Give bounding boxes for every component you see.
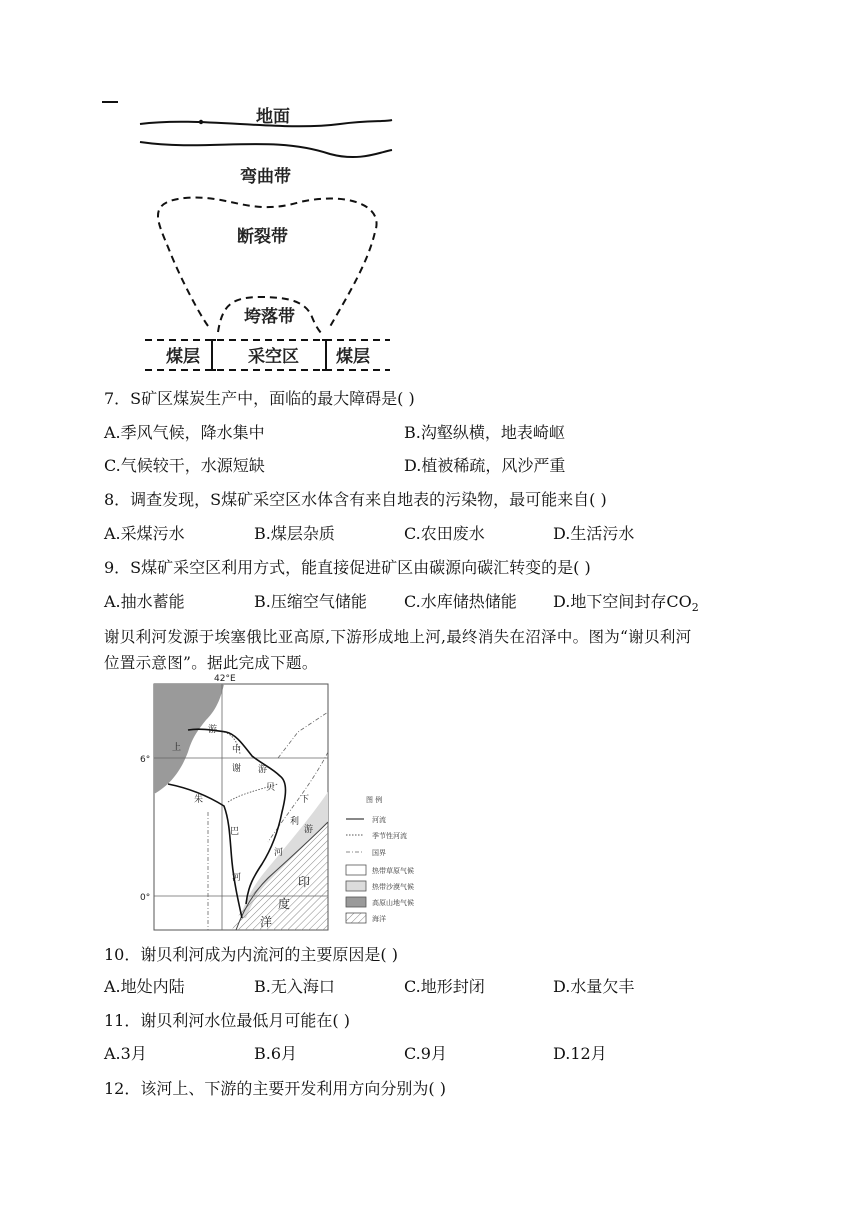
label-fracture: 断裂带: [237, 227, 288, 247]
legend-border: 国界: [372, 849, 386, 857]
q10-option-b[interactable]: B.无入海口: [254, 977, 335, 996]
label-coal-right: 煤层: [336, 347, 370, 367]
goaf-left-bracket: [212, 340, 216, 370]
q7-option-a[interactable]: A.季风气候，降水集中: [104, 423, 265, 442]
label-xia: 下: [300, 795, 310, 805]
lat-label-6: 6°: [140, 755, 151, 765]
q9-option-b[interactable]: B.压缩空气储能: [254, 592, 367, 611]
question-10: 10．谢贝利河成为内流河的主要原因是( ): [104, 945, 398, 964]
label-li: 利: [290, 817, 300, 827]
goaf-right-bracket: [322, 340, 326, 370]
label-collapse: 垮落带: [244, 307, 295, 327]
q10-option-a[interactable]: A.地处内陆: [104, 977, 185, 996]
label-zhu: 朱: [194, 795, 204, 805]
q8-option-d[interactable]: D.生活污水: [553, 524, 635, 543]
q7-option-c[interactable]: C.气候较干，水源短缺: [104, 456, 265, 475]
passage-line-2: 位置示意图”。据此完成下题。: [104, 654, 318, 672]
q9-option-c[interactable]: C.水库储热储能: [404, 592, 517, 611]
question-9: 9．S煤矿采空区利用方式，能直接促进矿区由碳源向碳汇转变的是( ): [104, 558, 591, 577]
label-he-juba: 河: [232, 873, 242, 883]
q10-option-c[interactable]: C.地形封闭: [404, 977, 485, 996]
bend-line: [140, 142, 392, 157]
legend-savanna: 热带草原气候: [372, 867, 414, 875]
label-ground: 地面: [256, 107, 290, 127]
label-you-lower: 游: [304, 825, 314, 835]
q9-option-d[interactable]: [553, 591, 699, 619]
label-ba: 巴: [230, 827, 240, 837]
lat-label-0: 0°: [140, 893, 151, 903]
label-he: 河: [274, 848, 284, 858]
label-bend: 弯曲带: [240, 167, 291, 187]
legend-seasonal: 季节性河流: [372, 832, 407, 840]
q8-option-c[interactable]: C.农田废水: [404, 524, 485, 543]
passage: [104, 624, 764, 676]
legend-plateau: 高原山地气候: [372, 899, 414, 907]
q11-option-d[interactable]: D.12月: [553, 1044, 607, 1063]
label-yang: 洋: [260, 915, 273, 929]
q9-option-d-text: D.地下空间封存CO: [553, 592, 692, 611]
label-yin: 印: [298, 875, 311, 889]
question-8: 8．调查发现，S煤矿采空区水体含有来自地表的污染物，最可能来自( ): [104, 490, 607, 509]
question-7: 7．S矿区煤炭生产中，面临的最大障碍是( ): [104, 389, 415, 408]
label-you-upper: 游: [208, 725, 218, 735]
legend-title: 图 例: [366, 796, 383, 804]
question-12: 12．该河上、下游的主要开发利用方向分别为( ): [104, 1079, 446, 1098]
q11-option-c[interactable]: C.9月: [404, 1044, 447, 1063]
subsidence-zone-diagram: [100, 92, 400, 377]
q8-option-a[interactable]: A.采煤污水: [104, 524, 185, 543]
label-xie: 谢: [232, 764, 242, 774]
label-bei: 贝: [266, 783, 276, 793]
q11-option-b[interactable]: B.6月: [254, 1044, 298, 1063]
q7-option-b[interactable]: B.沟壑纵横，地表崎岖: [404, 423, 565, 442]
question-11: 11．谢贝利河水位最低月可能在( ): [104, 1011, 350, 1030]
subscript-2: 2: [691, 601, 699, 615]
legend-savanna-swatch: [346, 865, 366, 875]
label-coal-left: 煤层: [166, 347, 200, 367]
passage-line-1: 谢贝利河发源于埃塞俄比亚高原,下游形成地上河,最终消失在沼泽中。图为“谢贝利河: [104, 628, 692, 646]
label-du: 度: [278, 897, 291, 911]
q9-option-a[interactable]: A.抽水蓄能: [104, 592, 185, 611]
q7-option-d[interactable]: D.植被稀疏，风沙严重: [404, 456, 566, 475]
q11-option-a[interactable]: A.3月: [104, 1044, 147, 1063]
lon-label: 42°E: [214, 674, 236, 684]
shebelle-river-map: [128, 672, 468, 934]
label-goaf: 采空区: [248, 347, 299, 367]
label-zhong: 中: [232, 745, 242, 755]
s-mine-dot: [199, 120, 203, 124]
legend-desert: 热带沙漠气候: [372, 883, 414, 891]
label-you-middle: 游: [258, 765, 268, 775]
label-shang: 上: [172, 743, 182, 753]
legend-plateau-swatch: [346, 897, 366, 907]
legend-ocean-swatch: [346, 913, 366, 923]
legend-desert-swatch: [346, 881, 366, 891]
legend-river: 河流: [372, 816, 386, 824]
legend-ocean: 海洋: [372, 915, 386, 923]
q10-option-d[interactable]: D.水量欠丰: [553, 977, 635, 996]
q8-option-b[interactable]: B.煤层杂质: [254, 524, 335, 543]
